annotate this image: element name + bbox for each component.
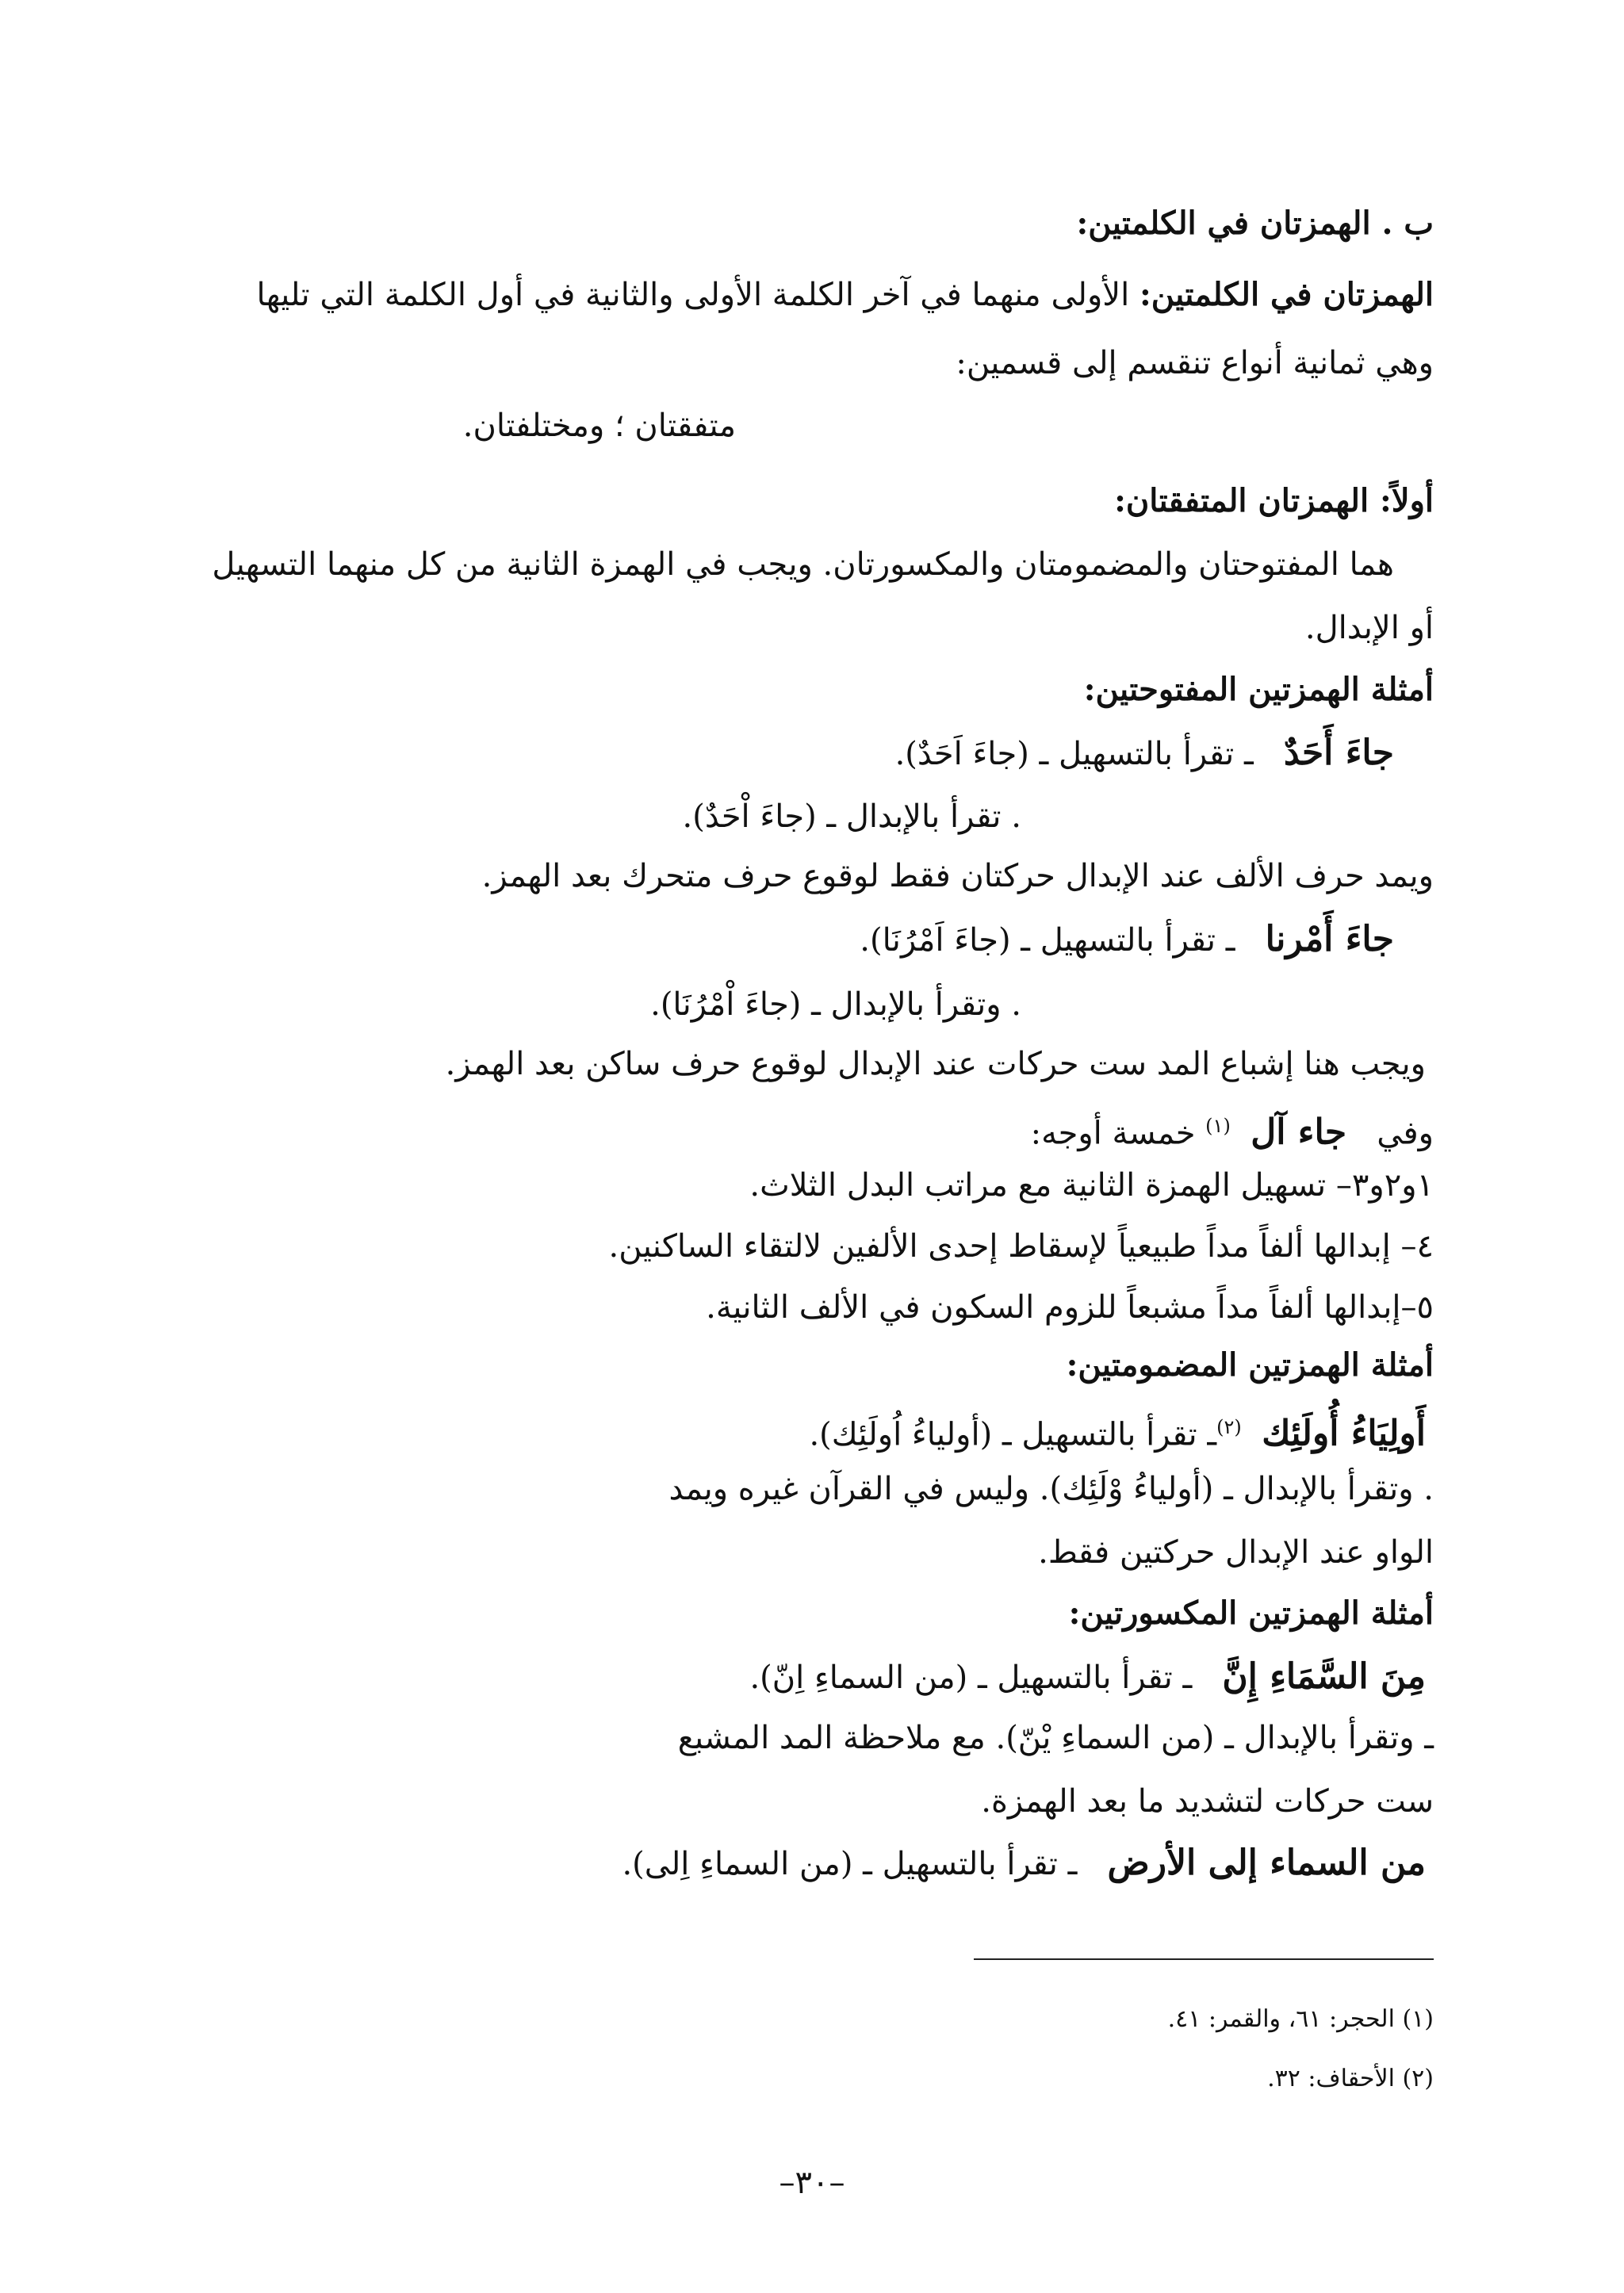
- fath-example-2: [860, 916, 1394, 964]
- footnote-ref-1[interactable]: (١): [1205, 1115, 1231, 1137]
- kasr-example-2-tashil: ـ تقرأ بالتسهيل ـ (من السماءِ اِلى).: [622, 1846, 1078, 1882]
- kasr-example-1-ibdal-2: ست حركات لتشديد ما بعد الهمزة.: [981, 1783, 1434, 1820]
- aal-word: جاء آل: [1251, 1112, 1347, 1153]
- intro-definition: الأولى منهما في آخر الكلمة الأولى والثانية في أول الكلمة التي تليها: [256, 277, 1139, 313]
- aal-item-1: ١و٢و٣– تسهيل الهمزة الثانية مع مراتب البدل الثلاث.: [749, 1167, 1434, 1204]
- fath-example-1-word: جاءَ أَحَدٌ: [1283, 733, 1394, 773]
- damm-example-word: أَولِيَاءُ أُولَئِك: [1262, 1413, 1426, 1454]
- kasr-example-2: [622, 1839, 1426, 1888]
- fath-example-1-ibdal: . تقرأ بالإبدال ـ (جاءَ اْحَدٌ).: [682, 798, 1021, 835]
- intro-line-2: وهي ثمانية أنواع تنقسم إلى قسمين:: [956, 345, 1434, 381]
- kasr-heading: أمثلة الهمزتين المكسورتين:: [1068, 1594, 1434, 1632]
- footnote-2: (٢) الأحقاف: ٣٢.: [1267, 2065, 1434, 2092]
- intro-line-3: متفقتان ؛ ومختلفتان.: [462, 408, 736, 444]
- aal-item-2: ٤– إبدالها ألفاً مداً طبيعياً لإسقاط إحدى الألفين لالتقاء الساكنين.: [608, 1228, 1434, 1265]
- intro-line-1: [257, 271, 1434, 319]
- footnote-1: (١) الحجر: ٦١، والقمر: ٤١.: [1167, 2005, 1434, 2033]
- damm-example-tashil: ـ تقرأ بالتسهيل ـ (أولياءُ اُولَئِك).: [809, 1416, 1217, 1453]
- aal-suffix: خمسة أوجه:: [1030, 1115, 1196, 1152]
- damm-example: [809, 1403, 1426, 1458]
- aal-prefix: وفي: [1377, 1115, 1434, 1152]
- damm-example-ibdal-2: الواو عند الإبدال حركتين فقط.: [1038, 1534, 1434, 1571]
- damm-example-ibdal: . وتقرأ بالإبدال ـ (أولياءُ وْلَئِك). وليس في القرآن غيره ويمد: [668, 1471, 1434, 1507]
- fath-example-1: [895, 729, 1394, 778]
- fath-example-2-tashil: ـ تقرأ بالتسهيل ـ (جاءَ اَمْرُنَا).: [860, 922, 1235, 959]
- first-desc-2: أو الإبدال.: [1304, 610, 1434, 646]
- fath-note-2: ويجب هنا إشباع المد ست حركات عند الإبدال لوقوع حرف ساكن بعد الهمز.: [445, 1046, 1426, 1082]
- footnote-separator: [974, 1958, 1434, 1960]
- kasr-example-1: [749, 1653, 1426, 1702]
- page-number: –٣٠–: [779, 2165, 845, 2201]
- aal-item-3: ٥–إبدالها ألفاً مداً مشبعاً للزوم السكون في الألف الثانية.: [706, 1289, 1434, 1326]
- kasr-example-2-word: من السماء إلى الأرض: [1107, 1843, 1426, 1883]
- fath-example-2-ibdal: . وتقرأ بالإبدال ـ (جاءَ اْمْرُنَا).: [650, 986, 1021, 1023]
- fath-heading: أمثلة الهمزتين المفتوحتين:: [1083, 671, 1434, 708]
- aal-line: [1031, 1102, 1434, 1157]
- fath-example-1-tashil: ـ تقرأ بالتسهيل ـ (جاءَ اَحَدٌ).: [894, 736, 1254, 772]
- kasr-example-1-word: مِنَ السَّمَاءِ إِنَّ: [1222, 1656, 1426, 1697]
- kasr-example-1-tashil: ـ تقرأ بالتسهيل ـ (من السماءِ اِنّ).: [749, 1659, 1193, 1696]
- intro-term: الهمزتان في الكلمتين:: [1139, 276, 1434, 313]
- section-title: ب . الهمزتان في الكلمتين:: [1076, 205, 1434, 242]
- first-desc-1: هما المفتوحتان والمضمومتان والمكسورتان. ويجب في الهمزة الثانية من كل منهما التسهيل: [212, 546, 1394, 583]
- fath-example-2-word: جاءَ أَمْرنا: [1265, 919, 1394, 959]
- first-heading: أولاً: الهمزتان المتفقتان:: [1114, 482, 1434, 519]
- footnote-ref-2[interactable]: (٢): [1216, 1416, 1242, 1438]
- fath-note-1: ويمد حرف الألف عند الإبدال حركتان فقط لوقوع حرف متحرك بعد الهمز.: [481, 858, 1434, 894]
- damm-heading: أمثلة الهمزتين المضمومتين:: [1066, 1346, 1434, 1384]
- kasr-example-1-ibdal: ـ وتقرأ بالإبدال ـ (من السماءِ يْنّ). مع ملاحظة المد المشبع: [677, 1720, 1434, 1756]
